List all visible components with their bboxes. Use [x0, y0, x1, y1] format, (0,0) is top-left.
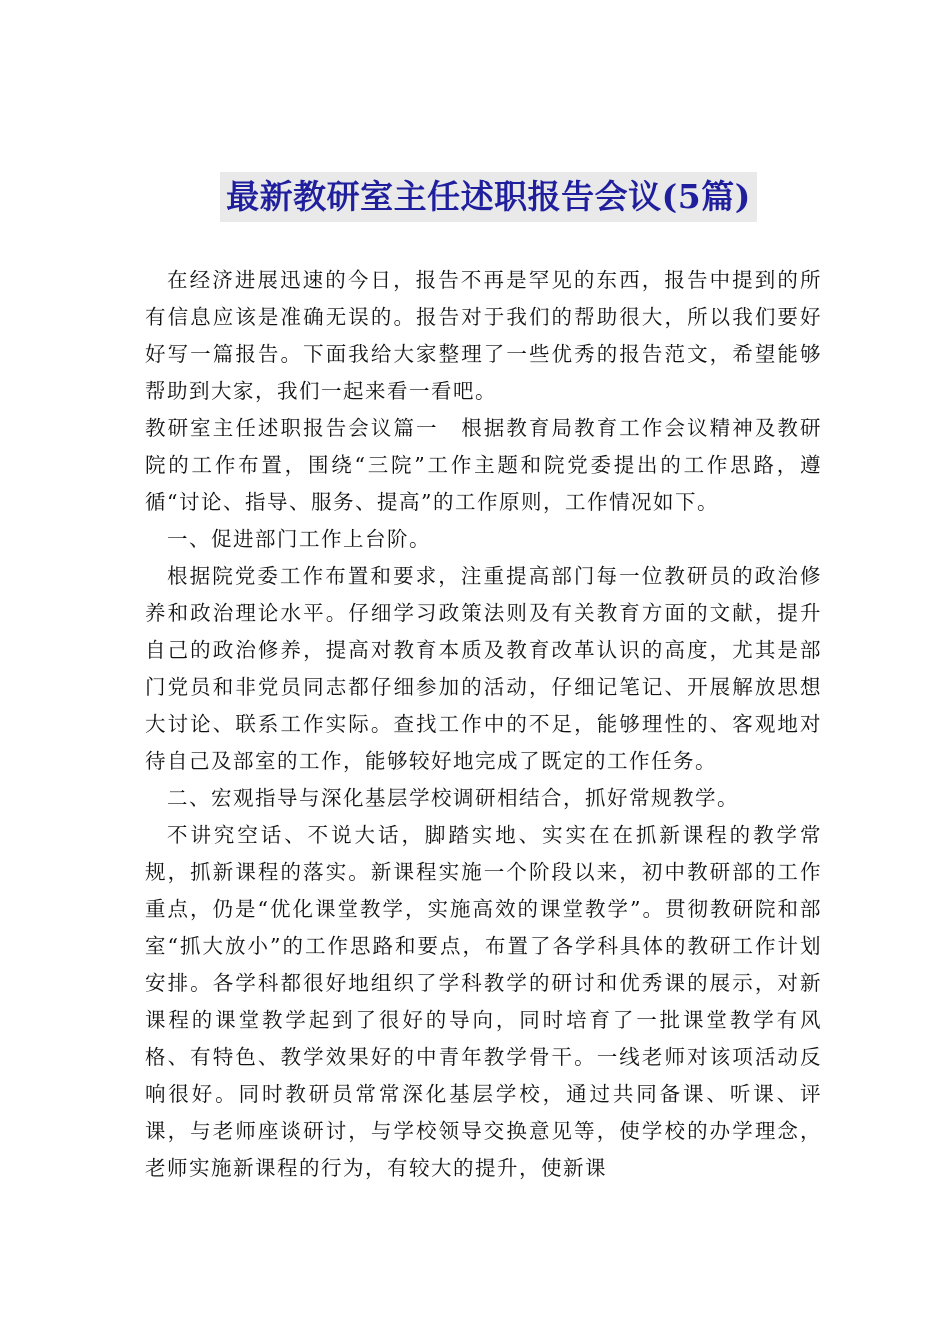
- body-paragraph: 一、促进部门工作上台阶。: [167, 527, 431, 551]
- body-paragraph: 教研室主任述职报告会议篇一 根据教育局教育工作会议精神及教研院的工作布置，围绕“三院”工作主题和院党委提出的工作思路，遵循“讨论、指导、服务、提高”的工作原则，工作情况如下。: [145, 416, 822, 514]
- body-paragraph: 在经济进展迅速的今日，报告不再是罕见的东西，报告中提到的所有信息应该是准确无误的。报告对于我们的帮助很大，所以我们要好好写一篇报告。下面我给大家整理了一些优秀的报告范文，希望能够帮助到大家，我们一起来看一看吧。: [145, 268, 822, 403]
- body-paragraph: 不讲究空话、不说大话，脚踏实地、实实在在抓新课程的教学常规，抓新课程的落实。新课程实施一个阶段以来，初中教研部的工作重点，仍是“优化课堂教学，实施高效的课堂教学”。贯彻教研院和部室“抓大放小”的工作思路和要点，布置了各学科具体的教研工作计划安排。各学科都很好地组织了学科教学的研讨和优秀课的展示，对新课程的课堂教学起到了很好的导向，同时培育了一批课堂教学有风格、有特色、教学效果好的中青年教学骨干。一线老师对该项活动反响很好。同时教研员常常深化基层学校，通过共同备课、听课、评课，与老师座谈研讨，与学校领导交换意见等，使学校的办学理念，老师实施新课程的行为，有较大的提升，使新课: [145, 823, 822, 1180]
- body-paragraph: 根据院党委工作布置和要求，注重提高部门每一位教研员的政治修养和政治理论水平。仔细学习政策法则及有关教育方面的文献，提升自己的政治修养，提高对教育本质及教育改革认识的高度，尤其是部门党员和非党员同志都仔细参加的活动，仔细记笔记、开展解放思想大讨论、联系工作实际。查找工作中的不足，能够理性的、客观地对待自己及部室的工作，能够较好地完成了既定的工作任务。: [145, 564, 822, 773]
- title-wrap: [145, 172, 822, 222]
- document-body: [145, 262, 822, 1187]
- body-paragraph: 二、宏观指导与深化基层学校调研相结合，抓好常规教学。: [167, 786, 739, 810]
- document-title: 最新教研室主任述职报告会议(5篇): [220, 172, 757, 222]
